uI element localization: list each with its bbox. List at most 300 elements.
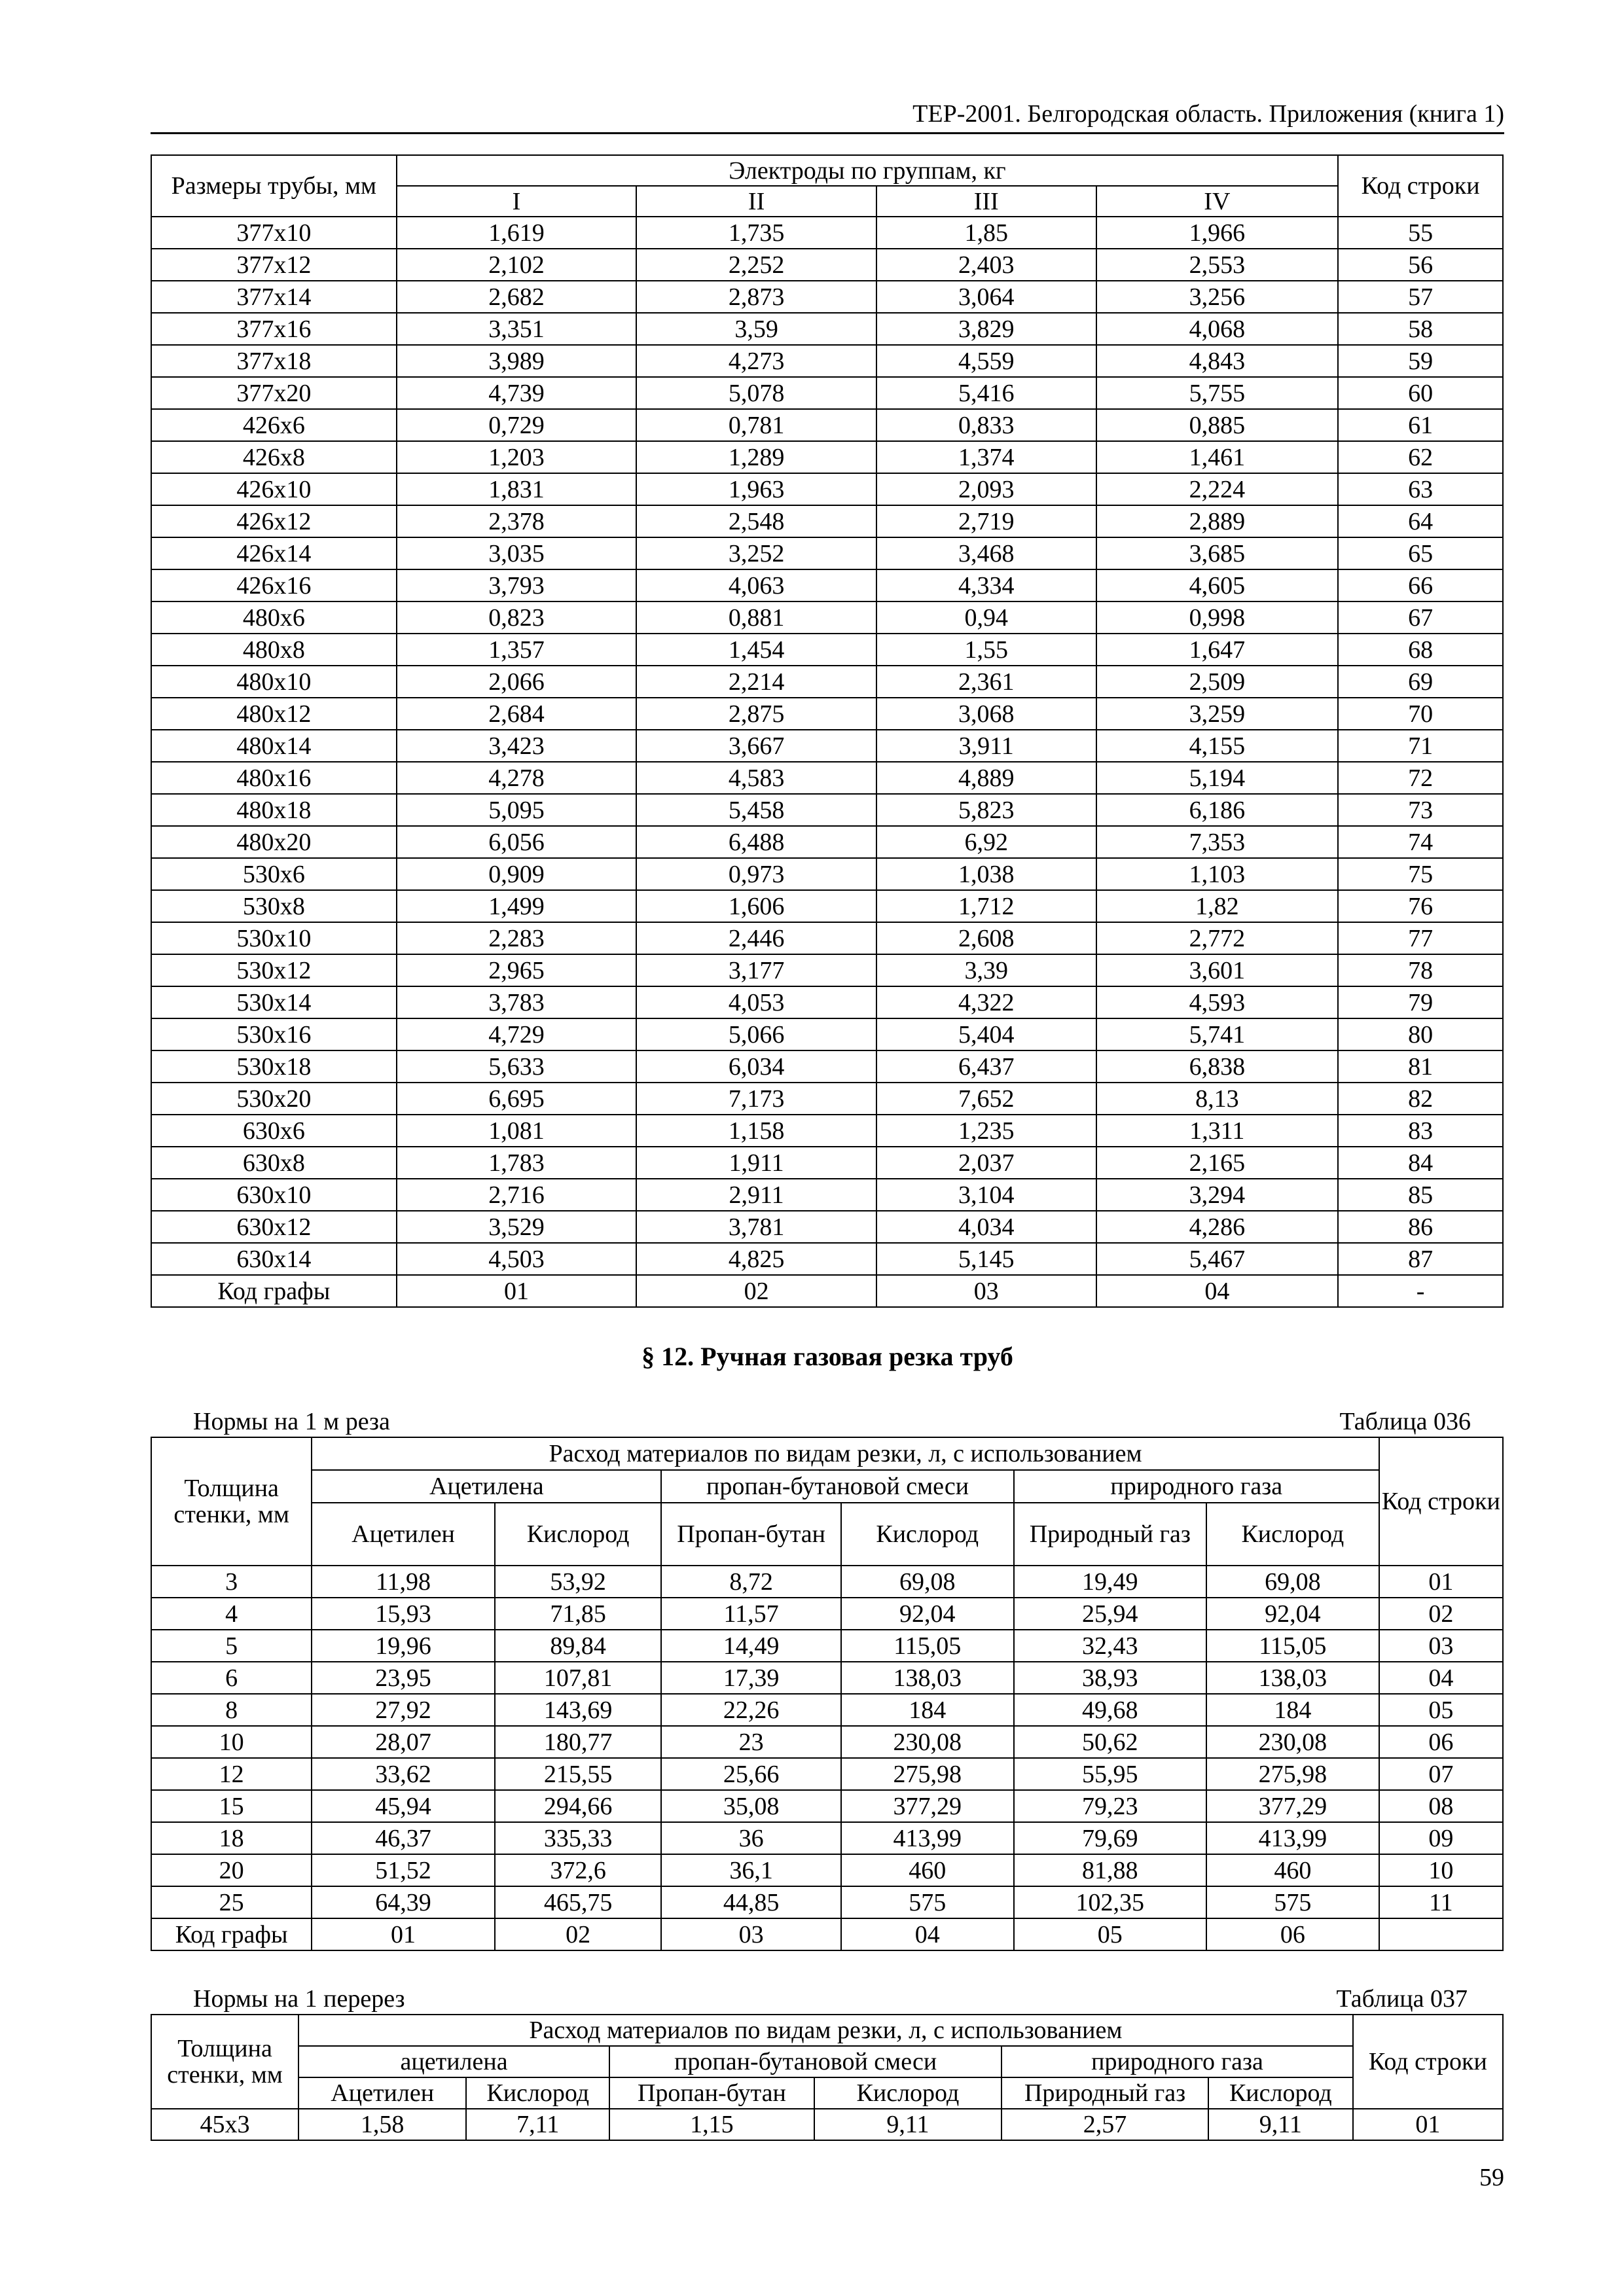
table-cell: 04 [1379,1662,1503,1694]
table-cell: 2,548 [636,505,876,537]
table-cell: 3,064 [876,281,1096,313]
table-cell: 2,875 [636,698,876,730]
table-row [151,762,1503,794]
table-cell: 07 [1379,1758,1503,1790]
table-row [151,505,1503,537]
table-036-caption-left: Нормы на 1 м реза [193,1408,390,1435]
table-cell: 0,998 [1096,601,1339,634]
gas-cutting-per-meter-table [151,1437,1504,1951]
table-cell: 426x10 [151,473,397,505]
table-cell: 44,85 [661,1886,840,1918]
table-cell: 11,98 [312,1566,495,1598]
table-cell: 69,08 [841,1566,1014,1598]
table-cell: 2,965 [397,954,637,986]
column-code-cell: 02 [636,1275,876,1307]
table-cell: 530x20 [151,1083,397,1115]
table-row [151,1050,1503,1083]
table-cell: 7,353 [1096,826,1339,858]
column-code-cell: 03 [876,1275,1096,1307]
table-cell: 03 [1379,1630,1503,1662]
column-code-cell: 05 [1014,1918,1206,1950]
table-cell: 62 [1338,441,1503,473]
table-cell: 4,729 [397,1018,637,1050]
table-cell: 275,98 [841,1758,1014,1790]
table-cell: 4,889 [876,762,1096,794]
table-row [151,794,1503,826]
table-row [151,986,1503,1018]
table-cell: 2,214 [636,666,876,698]
table-cell: 64,39 [312,1886,495,1918]
table-cell: 19,96 [312,1630,495,1662]
table-row [151,345,1503,377]
table-row [151,1083,1503,1115]
table-cell: 0,729 [397,409,637,441]
column-code-cell: Код графы [151,1275,397,1307]
table-cell: 2,283 [397,922,637,954]
table-cell: 3,423 [397,730,637,762]
table-cell: 58 [1338,313,1503,345]
table-cell: 23 [661,1726,840,1758]
table-cell: 7,11 [466,2109,609,2140]
table-cell: 55 [1338,217,1503,249]
table-cell: 3,685 [1096,537,1339,569]
row-code-header: Код строки [1338,155,1503,217]
table-cell: 85 [1338,1179,1503,1211]
table-row [151,1886,1503,1918]
table-cell: 84 [1338,1147,1503,1179]
table-cell: 275,98 [1206,1758,1379,1790]
group-header: IV [1096,186,1339,217]
table-row [151,1147,1503,1179]
table-cell: 115,05 [841,1630,1014,1662]
table-cell: 1,58 [298,2109,466,2140]
table-cell: 4,605 [1096,569,1339,601]
table-cell: 6,186 [1096,794,1339,826]
gas-group-header: природного газа [1001,2046,1353,2077]
table-cell: 9,11 [814,2109,1002,2140]
table-cell: 45x3 [151,2109,298,2140]
column-code-cell: 02 [495,1918,662,1950]
table-cell: 78 [1338,954,1503,986]
table-cell: 33,62 [312,1758,495,1790]
table-row [151,1115,1503,1147]
table-cell: 2,889 [1096,505,1339,537]
table-cell: 3,252 [636,537,876,569]
table-cell: 4,063 [636,569,876,601]
table-cell: 6 [151,1662,312,1694]
table-cell: 335,33 [495,1822,662,1854]
group-header: II [636,186,876,217]
table-cell: 0,909 [397,858,637,890]
table-cell: 11 [1379,1886,1503,1918]
table-cell: 530x12 [151,954,397,986]
gas-group-header: природного газа [1014,1470,1379,1503]
table-cell: 1,289 [636,441,876,473]
gas-group-header: Ацетилена [312,1470,661,1503]
row-code-header: Код строки [1379,1437,1503,1566]
table-cell: 79,23 [1014,1790,1206,1822]
table-cell: 102,35 [1014,1886,1206,1918]
subcolumn-header: Пропан-бутан [661,1503,840,1566]
table-cell: 3,294 [1096,1179,1339,1211]
table-cell: 1,461 [1096,441,1339,473]
page-number: 59 [1479,2164,1504,2191]
table-cell: 377x12 [151,249,397,281]
table-cell: 0,781 [636,409,876,441]
table-cell: 2,378 [397,505,637,537]
table-cell: 1,783 [397,1147,637,1179]
table-cell: 5,755 [1096,377,1339,409]
table-cell: 27,92 [312,1694,495,1726]
table-cell: 2,446 [636,922,876,954]
table-row [151,1694,1503,1726]
table-row [151,698,1503,730]
table-cell: 10 [151,1726,312,1758]
table-cell: 1,85 [876,217,1096,249]
column-code-row [151,1275,1503,1307]
table-cell: 530x6 [151,858,397,890]
table-row [151,1630,1503,1662]
table-cell: 4,278 [397,762,637,794]
table-cell: 575 [841,1886,1014,1918]
gas-cutting-per-cut-table [151,2014,1504,2141]
column-code-cell [1379,1918,1503,1950]
table-cell: 73 [1338,794,1503,826]
table-cell: 4,825 [636,1243,876,1275]
table-row [151,217,1503,249]
consumption-header: Расход материалов по видам резки, л, с использованием [312,1437,1379,1470]
table-cell: 4,583 [636,762,876,794]
table-row [151,1854,1503,1886]
table-row [151,537,1503,569]
table-cell: 6,92 [876,826,1096,858]
table-cell: 17,39 [661,1662,840,1694]
table-cell: 0,881 [636,601,876,634]
table-row [151,922,1503,954]
table-cell: 66 [1338,569,1503,601]
table-cell: 3,601 [1096,954,1339,986]
table-cell: 8,13 [1096,1083,1339,1115]
table-cell: 3,104 [876,1179,1096,1211]
table-cell: 4 [151,1598,312,1630]
table-cell: 413,99 [841,1822,1014,1854]
table-cell: 2,553 [1096,249,1339,281]
wall-thickness-header: Толщина стенки, мм [151,2015,298,2109]
table-cell: 1,499 [397,890,637,922]
table-row [151,1822,1503,1854]
table-cell: 426x14 [151,537,397,569]
table-cell: 5,145 [876,1243,1096,1275]
table-cell: 4,559 [876,345,1096,377]
subcolumn-header: Кислород [1208,2077,1353,2109]
table-cell: 25,94 [1014,1598,1206,1630]
table-cell: 1,374 [876,441,1096,473]
table-cell: 1,15 [609,2109,814,2140]
table-cell: 4,593 [1096,986,1339,1018]
table-cell: 87 [1338,1243,1503,1275]
table-row [151,2109,1503,2140]
table-cell: 2,684 [397,698,637,730]
table-cell: 6,056 [397,826,637,858]
table-cell: 4,155 [1096,730,1339,762]
table-cell: 79 [1338,986,1503,1018]
table-cell: 2,165 [1096,1147,1339,1179]
column-code-cell: 04 [841,1918,1014,1950]
table-cell: 79,69 [1014,1822,1206,1854]
table-row [151,441,1503,473]
table-cell: 15,93 [312,1598,495,1630]
table-cell: 0,833 [876,409,1096,441]
consumption-header: Расход материалов по видам резки, л, с использованием [298,2015,1353,2046]
table-row [151,281,1503,313]
table-row [151,1758,1503,1790]
table-cell: 2,093 [876,473,1096,505]
table-cell: 3,667 [636,730,876,762]
table-cell: 530x16 [151,1018,397,1050]
table-row [151,1243,1503,1275]
table-row [151,730,1503,762]
table-cell: 4,334 [876,569,1096,601]
table-cell: 1,963 [636,473,876,505]
table-row [151,1598,1503,1630]
table-cell: 1,55 [876,634,1096,666]
table-row [151,858,1503,890]
table-cell: 377x18 [151,345,397,377]
table-cell: 2,252 [636,249,876,281]
gas-group-header: ацетилена [298,2046,609,2077]
table-cell: 3,529 [397,1211,637,1243]
table-cell: 5,467 [1096,1243,1339,1275]
subcolumn-header: Природный газ [1014,1503,1206,1566]
table-cell: 36,1 [661,1854,840,1886]
table-cell: 426x6 [151,409,397,441]
table-cell: 25 [151,1886,312,1918]
table-cell: 2,911 [636,1179,876,1211]
table-row [151,1018,1503,1050]
table-cell: 86 [1338,1211,1503,1243]
table-cell: 2,772 [1096,922,1339,954]
table-cell: 36 [661,1822,840,1854]
table-row [151,954,1503,986]
table-cell: 56 [1338,249,1503,281]
table-cell: 71 [1338,730,1503,762]
table-cell: 50,62 [1014,1726,1206,1758]
table-row [151,473,1503,505]
table-cell: 4,739 [397,377,637,409]
table-cell: 7,652 [876,1083,1096,1115]
table-cell: 0,823 [397,601,637,634]
table-cell: 2,873 [636,281,876,313]
table-cell: 2,682 [397,281,637,313]
table-cell: 480x10 [151,666,397,698]
table-cell: 70 [1338,698,1503,730]
table-cell: 1,311 [1096,1115,1339,1147]
table-cell: 74 [1338,826,1503,858]
table-cell: 413,99 [1206,1822,1379,1854]
table-cell: 2,361 [876,666,1096,698]
table-cell: 1,606 [636,890,876,922]
table-cell: 2,403 [876,249,1096,281]
table-cell: 69 [1338,666,1503,698]
table-row [151,666,1503,698]
table-cell: 480x6 [151,601,397,634]
table-cell: 8,72 [661,1566,840,1598]
table-cell: 1,454 [636,634,876,666]
table-row [151,890,1503,922]
subcolumn-header: Ацетилен [312,1503,495,1566]
table-cell: 5,194 [1096,762,1339,794]
table-036-caption-right: Таблица 036 [1339,1408,1471,1435]
column-code-cell: 03 [661,1918,840,1950]
table-cell: 1,158 [636,1115,876,1147]
table-cell: 4,273 [636,345,876,377]
table-cell: 3,256 [1096,281,1339,313]
table-cell: 465,75 [495,1886,662,1918]
table-cell: 76 [1338,890,1503,922]
table-cell: 3,177 [636,954,876,986]
pipe-size-header: Размеры трубы, мм [151,155,397,217]
table-cell: 530x10 [151,922,397,954]
table-cell: 0,885 [1096,409,1339,441]
table-cell: 23,95 [312,1662,495,1694]
table-cell: 82 [1338,1083,1503,1115]
table-cell: 3 [151,1566,312,1598]
table-row [151,826,1503,858]
table-cell: 630x6 [151,1115,397,1147]
table-cell: 19,49 [1014,1566,1206,1598]
column-code-cell: 01 [397,1275,637,1307]
table-cell: 3,39 [876,954,1096,986]
table-cell: 2,037 [876,1147,1096,1179]
table-cell: 377x14 [151,281,397,313]
table-cell: 480x14 [151,730,397,762]
table-cell: 4,843 [1096,345,1339,377]
table-cell: 12 [151,1758,312,1790]
electrode-groups-header: Электроды по группам, кг [397,155,1338,186]
column-code-cell: Код графы [151,1918,312,1950]
table-cell: 0,94 [876,601,1096,634]
table-cell: 138,03 [841,1662,1014,1694]
table-cell: 230,08 [841,1726,1014,1758]
column-code-cell: 04 [1096,1275,1339,1307]
table-cell: 1,081 [397,1115,637,1147]
table-cell: 294,66 [495,1790,662,1822]
table-cell: 2,509 [1096,666,1339,698]
table-cell: 426x16 [151,569,397,601]
table-cell: 5,741 [1096,1018,1339,1050]
table-cell: 5,078 [636,377,876,409]
table-cell: 64 [1338,505,1503,537]
table-cell: 92,04 [841,1598,1014,1630]
table-cell: 1,966 [1096,217,1339,249]
table-cell: 4,322 [876,986,1096,1018]
table-cell: 5,458 [636,794,876,826]
table-cell: 377,29 [1206,1790,1379,1822]
table-cell: 2,57 [1001,2109,1208,2140]
table-cell: 3,351 [397,313,637,345]
table-row [151,569,1503,601]
section-title: § 12. Ручная газовая резка труб [641,1342,1013,1371]
table-cell: 6,838 [1096,1050,1339,1083]
table-row [151,634,1503,666]
table-cell: 08 [1379,1790,1503,1822]
subcolumn-header: Кислород [841,1503,1014,1566]
table-cell: 180,77 [495,1726,662,1758]
table-cell: 81,88 [1014,1854,1206,1886]
table-row [151,377,1503,409]
table-cell: 15 [151,1790,312,1822]
table-cell: 59 [1338,345,1503,377]
table-row [151,409,1503,441]
table-row [151,1211,1503,1243]
table-row [151,1566,1503,1598]
table-cell: 3,783 [397,986,637,1018]
table-cell: 5,066 [636,1018,876,1050]
table-cell: 1,82 [1096,890,1339,922]
table-cell: 630x14 [151,1243,397,1275]
table-cell: 372,6 [495,1854,662,1886]
table-row [151,313,1503,345]
table-cell: 18 [151,1822,312,1854]
table-037-caption-left: Нормы на 1 перерез [193,1985,405,2013]
table-row [151,601,1503,634]
gas-group-header: пропан-бутановой смеси [609,2046,1001,2077]
table-cell: 4,053 [636,986,876,1018]
table-cell: 5,823 [876,794,1096,826]
table-cell: 7,173 [636,1083,876,1115]
table-cell: 480x18 [151,794,397,826]
table-row [151,1790,1503,1822]
table-cell: 4,034 [876,1211,1096,1243]
table-cell: 20 [151,1854,312,1886]
table-cell: 63 [1338,473,1503,505]
table-cell: 630x10 [151,1179,397,1211]
table-cell: 77 [1338,922,1503,954]
table-cell: 143,69 [495,1694,662,1726]
table-cell: 2,066 [397,666,637,698]
table-cell: 184 [1206,1694,1379,1726]
table-cell: 22,26 [661,1694,840,1726]
table-cell: 6,437 [876,1050,1096,1083]
table-cell: 71,85 [495,1598,662,1630]
table-cell: 1,712 [876,890,1096,922]
table-cell: 5,633 [397,1050,637,1083]
table-cell: 1,647 [1096,634,1339,666]
table-cell: 69,08 [1206,1566,1379,1598]
table-cell: 6,488 [636,826,876,858]
table-cell: 6,034 [636,1050,876,1083]
table-cell: 28,07 [312,1726,495,1758]
table-cell: 3,911 [876,730,1096,762]
table-cell: 06 [1379,1726,1503,1758]
table-cell: 1,619 [397,217,637,249]
table-cell: 5 [151,1630,312,1662]
table-cell: 57 [1338,281,1503,313]
table-cell: 3,035 [397,537,637,569]
table-cell: 460 [841,1854,1014,1886]
table-cell: 49,68 [1014,1694,1206,1726]
table-cell: 377,29 [841,1790,1014,1822]
table-cell: 377x16 [151,313,397,345]
table-cell: 5,095 [397,794,637,826]
table-cell: 3,468 [876,537,1096,569]
table-cell: 02 [1379,1598,1503,1630]
table-cell: 575 [1206,1886,1379,1918]
table-cell: 107,81 [495,1662,662,1694]
table-cell: 72 [1338,762,1503,794]
table-row [151,1726,1503,1758]
table-cell: 1,911 [636,1147,876,1179]
